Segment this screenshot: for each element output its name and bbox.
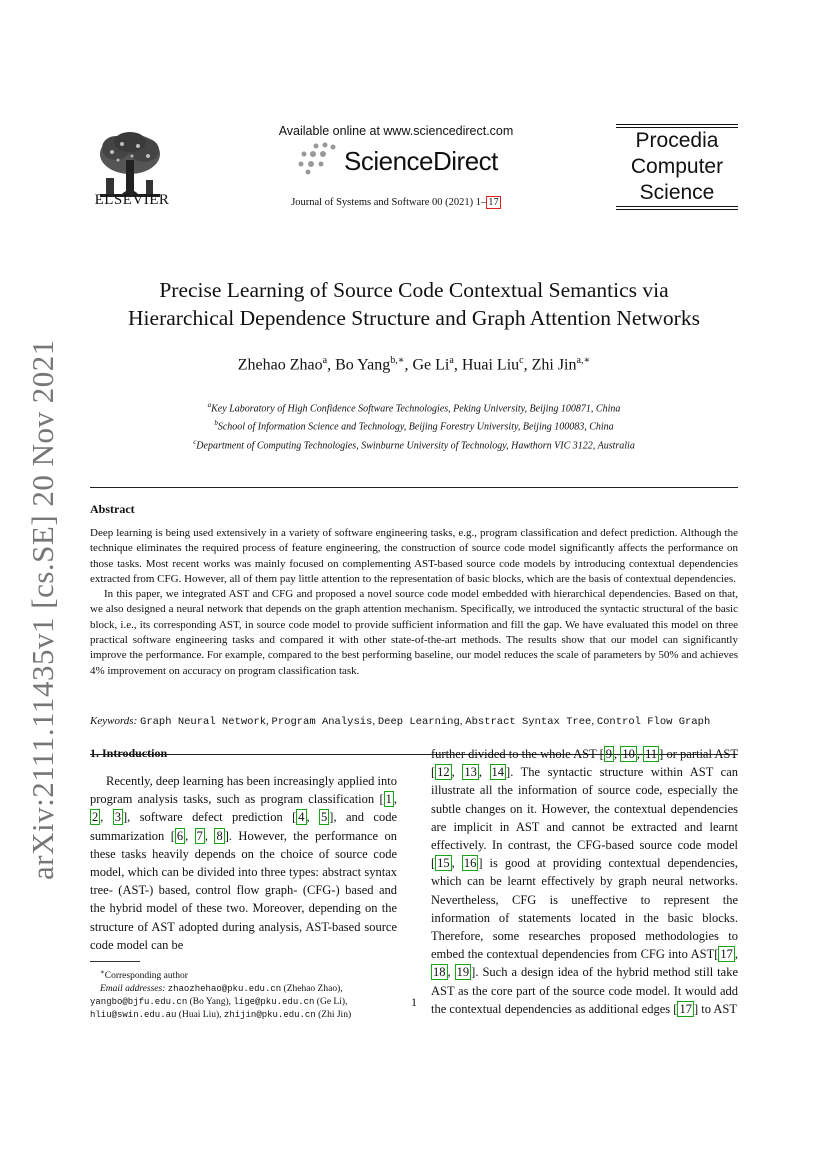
keywords-label: Keywords: (90, 715, 138, 727)
affiliation-mark: b (214, 419, 218, 428)
citation-link[interactable]: 19 (456, 965, 470, 980)
footnote-rule (90, 961, 140, 962)
citation-link[interactable]: 3 (114, 810, 122, 825)
abstract-paragraph-2: In this paper, we integrated AST and CFG and proposed a novel source code model embedded with hierarchical dependencies. Based on that, we also designed a neural network that depends on the graph attention mechanism. Specifically, we introduced the syntactic structural of the basic block, i.e., its corresponding AST, in source code model to provide sufficient information and fill the gap. We have evaluated this model on three practical software engineering tasks and compared it with other state-of-the-art methods. The results show that our model can significantly improve the performance. For example, compared to the best performing baseline, our model reduces the scale of parameters by 50% and achieves 4% improvement on accuracy on program classification task. (90, 588, 738, 677)
corresponding-author-note (90, 966, 397, 983)
affiliation-mark: c (193, 437, 197, 446)
email-address[interactable]: zhijin@pku.edu.cn (223, 1010, 316, 1021)
citation-link[interactable]: 15 (437, 856, 450, 871)
body-text: , (306, 810, 320, 825)
page-number: 1 (411, 995, 417, 1009)
body-text: further divided to the whole AST [ (431, 747, 604, 761)
citation-link[interactable]: 2 (92, 810, 99, 825)
author-affil-mark[interactable]: a (449, 355, 454, 366)
keyword: Control Flow Graph (596, 716, 711, 728)
keyword: Abstract Syntax Tree (465, 716, 592, 728)
email-owner: (Zhi Jin) (318, 1010, 352, 1021)
procedia-top-rule (616, 124, 738, 125)
citation-link[interactable]: 18 (433, 965, 446, 980)
body-text: , (478, 765, 490, 780)
sciencedirect-dots-icon (296, 140, 340, 176)
email-owner: (Huai Liu), (178, 1010, 222, 1021)
author-affil-mark[interactable]: a,∗ (576, 355, 591, 366)
body-text: , (636, 747, 644, 761)
corresponding-author-text: Corresponding author (104, 971, 188, 982)
citation-link[interactable]: 7 (196, 828, 203, 843)
author-list: Zhehao Zhao$^a$, Bo Yang$^{b,∗}$, Ge Li$^a$, Huai Liu$^c$, Zhi Jin$^{a,∗}$ (237, 355, 591, 374)
affiliation (90, 435, 738, 453)
author-name: Zhi Jin (531, 356, 577, 374)
email-owner: (Ge Li), (316, 997, 348, 1008)
email-label: Email addresses: (100, 984, 166, 995)
body-text: [ (379, 792, 384, 807)
affiliation-list (90, 398, 738, 453)
email-address[interactable]: zhaozhehao@pku.edu.cn (167, 984, 282, 995)
body-text: Recently, deep learning has been increasingly applied into program analysis tasks, such as program classification (90, 774, 397, 807)
body-text: ] or partial AST [ (431, 747, 739, 780)
body-text: , (100, 810, 113, 825)
citation-link[interactable]: 16 (463, 856, 477, 871)
body-text: , (734, 947, 738, 962)
keyword: Deep Learning (377, 716, 460, 728)
email-address[interactable]: lige@pku.edu.cn (233, 997, 315, 1008)
body-text: , (614, 747, 621, 761)
keyword: Program Analysis (271, 716, 373, 728)
sciencedirect-wordmark: ScienceDirect (344, 146, 498, 176)
citation-link[interactable]: 8 (216, 828, 223, 843)
body-text: , (393, 792, 397, 807)
citation-link[interactable]: 11 (645, 747, 658, 761)
citation-link[interactable]: 1 (385, 792, 392, 807)
email-address[interactable]: yangbo@bjfu.edu.cn (90, 997, 188, 1008)
journal-citation (276, 197, 516, 209)
page-ref-link[interactable]: 17 (488, 197, 499, 208)
title-line-1: Precise Learning of Source Code Contextual Semantics via (159, 278, 669, 302)
affiliation (90, 398, 738, 416)
body-text: ]. Such a design idea of the hybrid method still take AST as the core part of the source code model. It would add the contextual dependencies as additional edges [ (431, 965, 739, 1016)
intro-column-left (90, 772, 397, 954)
keyword: Graph Neural Network (140, 716, 267, 728)
procedia-line-3: Science (639, 181, 715, 204)
author-affil-mark[interactable]: c (519, 355, 524, 366)
arxiv-identifier: arXiv:2111.11435v1 [cs.SE] 20 Nov 2021 (25, 339, 60, 880)
citation-link[interactable]: 4 (298, 810, 305, 825)
email-owner: (Bo Yang), (189, 997, 232, 1008)
abstract-paragraph-1: Deep learning is being used extensively in a variety of software engineering tasks, e.g., program classification and defect prediction. Although the technique eliminates the required process of feature engineering, the construction of source code model significantly affects the performance on those tasks. Most recent works was mainly focused on complementing AST-based source code models by introducing contextual dependencies extracted from CFG. However, all of them pay little attention to the representation of basic blocks, which are the basis of contextual dependencies. (90, 527, 738, 585)
body-text: ]. However, the performance on these tasks heavily depends on the choice of source code model, which can be divided into three types: abstract syntax tree- (AST-) based, control flow graph- (CFG-) based and the hybrid model of these two. Moreover, depending on the structure of AST adopted during analysis, AST-based source code model can be (90, 828, 398, 952)
body-text: , (451, 856, 462, 871)
publisher-name: ELSEVIER (94, 192, 170, 208)
procedia-logo (616, 124, 738, 210)
body-text: ], software defect prediction [ (123, 810, 297, 825)
affiliation (90, 416, 738, 434)
procedia-bottom-rule-2 (616, 209, 738, 210)
citation-link[interactable]: 10 (622, 747, 635, 761)
author-affil-mark[interactable]: b,∗ (390, 355, 405, 366)
author-name: Zhehao Zhao (237, 356, 323, 374)
title-line-2: Hierarchical Dependence Structure and Graph Attention Networks (128, 306, 700, 330)
body-text: ], and code summarization [ (90, 810, 397, 843)
email-addresses (90, 983, 397, 1022)
available-online-text: Available online at www.sciencedirect.com (278, 124, 514, 138)
author-name: Bo Yang (335, 356, 391, 374)
email-owner: (Zhehao Zhao), (283, 984, 343, 995)
body-text: ] is good at providing contextual dependencies, which can be learnt effectively by graph neural networks. Nevertheless, CFG is uneffective to represent the information of statements located in the basic blocks. Therefore, some researches proposed methodologies to embed the contextual dependencies from CFG into AST[ (431, 856, 738, 962)
affiliation-text: Department of Computing Technologies, Swinburne University of Technology, Hawthorn VIC 3122, Australia (196, 439, 635, 451)
citation-link[interactable]: 6 (176, 828, 184, 843)
keywords: Keywords: Graph Neural Network, Program Analysis, Deep Learning, Abstract Syntax Tree, Control Flow Graph (90, 715, 711, 728)
body-text: , (204, 828, 215, 843)
citation-link[interactable]: 17 (679, 1001, 692, 1016)
body-text: ]. The syntactic structure within AST can illustrate all the information of source code, especially the subtle changes on it. However, the contextual dependencies are implicit in AST and cannot be extracted and learnt effectively. In contrast, the CFG-based source code model [ (431, 765, 739, 871)
author-name: Ge Li (412, 356, 450, 374)
citation-link[interactable]: 14 (491, 765, 505, 780)
body-text: , (451, 765, 463, 780)
affiliation-text: Key Laboratory of High Confidence Software Technologies, Peking University, Beijing 100871, China (211, 403, 621, 415)
intro-column-right (431, 745, 738, 1018)
citation-link[interactable]: 12 (437, 765, 450, 780)
body-text: , (185, 828, 195, 843)
abstract-top-rule (90, 487, 738, 488)
paper-title (80, 276, 748, 332)
citation-link[interactable]: 13 (464, 765, 477, 780)
body-text: , (447, 965, 455, 980)
journal-citation-text: Journal of Systems and Software 00 (2021) 1– (291, 197, 487, 208)
affiliation-text: School of Information Science and Technology, Beijing Forestry University, Beijing 100083, China (217, 421, 614, 433)
affiliation-mark: a (207, 401, 212, 409)
abstract-body (90, 526, 738, 679)
author-affil-mark[interactable]: a (322, 355, 328, 366)
section-heading-introduction: 1. Introduction (90, 746, 168, 760)
citation-link[interactable]: 9 (605, 747, 613, 761)
citation-link[interactable]: 5 (321, 810, 328, 825)
procedia-line-1: Procedia (635, 129, 719, 152)
citation-link[interactable]: 17 (720, 947, 733, 962)
procedia-line-2: Computer (630, 155, 724, 178)
procedia-bottom-rule (616, 206, 738, 207)
footnotes (90, 966, 397, 1022)
author-name: Huai Liu (461, 356, 520, 374)
email-address[interactable]: hliu@swin.edu.au (90, 1010, 177, 1021)
body-text: ] to AST (693, 1001, 737, 1016)
footnote-mark: ∗ (100, 968, 105, 976)
abstract-heading: Abstract (90, 502, 135, 516)
